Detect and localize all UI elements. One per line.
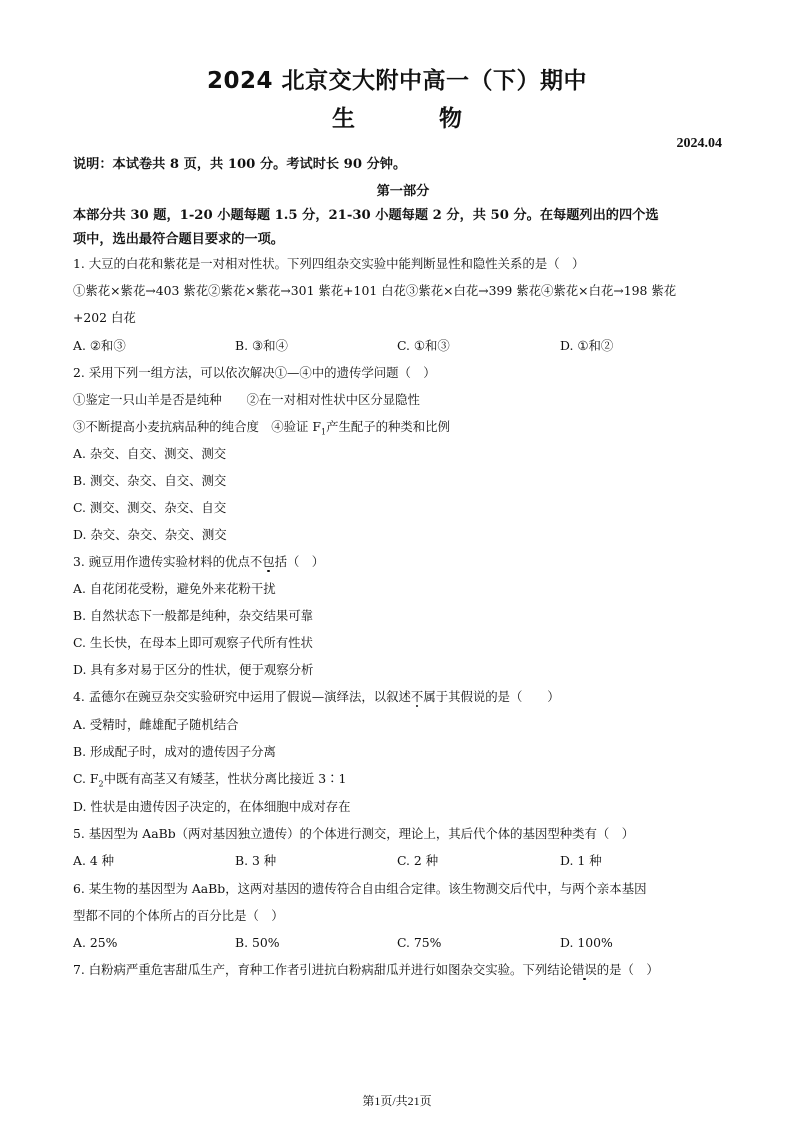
question-1-stem-2: ①紫花×紫花→403 紫花②紫花×紫花→301 紫花+101 白花③紫花×白花→399 紫花④紫花×白花→198 紫花 bbox=[73, 283, 677, 298]
question-2-option-a: A. 杂交、自交、测交、测交 bbox=[73, 446, 227, 461]
question-1-stem: 1. 大豆的白花和紫花是一对相对性状。下列四组杂交实验中能判断显性和隐性关系的是（ ） bbox=[73, 256, 585, 271]
subject-title: 生 物 bbox=[331, 106, 500, 132]
question-3-option-d: D. 具有多对易于区分的性状，便于观察分析 bbox=[73, 662, 314, 677]
question-4-option-a: A. 受精时，雌雄配子随机结合 bbox=[73, 717, 239, 732]
question-6-option-b: B. 50% bbox=[235, 935, 280, 950]
emphasis-text: 不包括 bbox=[249, 554, 288, 569]
question-7-stem: 7. 白粉病严重危害甜瓜生产，育种工作者引进抗白粉病甜瓜并进行如图杂交实验。下列结论错误的是（ ） bbox=[73, 962, 659, 977]
question-6-option-c: C. 75% bbox=[397, 935, 442, 950]
question-5-option-c: C. 2 种 bbox=[397, 853, 439, 868]
question-2-item-1: ①鉴定一只山羊是否是纯种 ②在一对相对性状中区分显隐性 bbox=[73, 392, 420, 407]
question-2-option-b: B. 测交、杂交、自交、测交 bbox=[73, 473, 227, 488]
part-title: 第一部分 bbox=[376, 184, 430, 199]
question-6-stem-2: 型都不同的个体所占的百分比是（ ） bbox=[73, 908, 284, 923]
question-3-option-c: C. 生长快，在母本上即可观察子代所有性状 bbox=[73, 635, 313, 650]
question-3-option-b: B. 自然状态下一般都是纯种，杂交结果可靠 bbox=[73, 608, 314, 623]
question-1-option-c: C. ①和③ bbox=[397, 338, 450, 353]
question-6-stem: 6. 某生物的基因型为 AaBb，这两对基因的遗传符合自由组合定律。该生物测交后代中，与两个亲本基因 bbox=[73, 881, 647, 896]
part-intro-line-1: 本部分共 30 题，1-20 小题每题 1.5 分，21-30 小题每题 2 分，共 50 分。在每题列出的四个选 bbox=[73, 208, 659, 223]
question-4-option-d: D. 性状是由遗传因子决定的，在体细胞中成对存在 bbox=[73, 799, 351, 814]
question-3-stem: 3. 豌豆用作遗传实验材料的优点不包括（ ） bbox=[73, 554, 325, 569]
question-4-stem: 4. 孟德尔在豌豆杂交实验研究中运用了假说—演绎法，以叙述不属于其假说的是（ ） bbox=[73, 689, 560, 704]
question-5-option-a: A. 4 种 bbox=[73, 853, 115, 868]
question-1-option-b: B. ③和④ bbox=[235, 338, 288, 353]
question-6-option-d: D. 100% bbox=[560, 935, 613, 950]
question-4-option-b: B. 形成配子时，成对的遗传因子分离 bbox=[73, 744, 276, 759]
question-2-stem: 2. 采用下列一组方法，可以依次解决①—④中的遗传学问题（ ） bbox=[73, 365, 436, 380]
question-2-option-c: C. 测交、测交、杂交、自交 bbox=[73, 500, 227, 515]
question-2-item-2: ③不断提高小麦抗病品种的纯合度 ④验证 $F_1$产生配子的种类和比例 bbox=[73, 419, 450, 437]
instructions: 说明：本试卷共 8 页，共 100 分。考试时长 90 分钟。 bbox=[73, 157, 407, 172]
question-6-option-a: A. 25% bbox=[73, 935, 118, 950]
question-3-option-a: A. 自花闭花受粉，避免外来花粉干扰 bbox=[73, 581, 276, 596]
page-number: 第1页/共21页 bbox=[362, 1094, 432, 1108]
question-1-stem-3: +202 白花 bbox=[73, 310, 136, 325]
question-4-option-c: C. $F_2$中既有高茎又有矮茎，性状分离比接近 3∶1 bbox=[73, 771, 347, 789]
exam-title: 2024 北京交大附中高一（下）期中 bbox=[206, 68, 588, 94]
question-5-option-b: B. 3 种 bbox=[235, 853, 277, 868]
question-2-option-d: D. 杂交、杂交、杂交、测交 bbox=[73, 527, 227, 542]
question-1-option-d: D. ①和② bbox=[560, 338, 614, 353]
question-5-stem: 5. 基因型为 AaBb（两对基因独立遗传）的个体进行测交，理论上，其后代个体的基因型种类有（ ） bbox=[73, 826, 635, 841]
question-1-option-a: A. ②和③ bbox=[73, 338, 126, 353]
question-5-option-d: D. 1 种 bbox=[560, 853, 602, 868]
exam-date: 2024.04 bbox=[676, 136, 722, 151]
part-intro-line-2: 项中，选出最符合题目要求的一项。 bbox=[73, 232, 284, 247]
emphasis-text: 错误 bbox=[572, 962, 597, 977]
emphasis-text: 不 bbox=[410, 689, 424, 704]
